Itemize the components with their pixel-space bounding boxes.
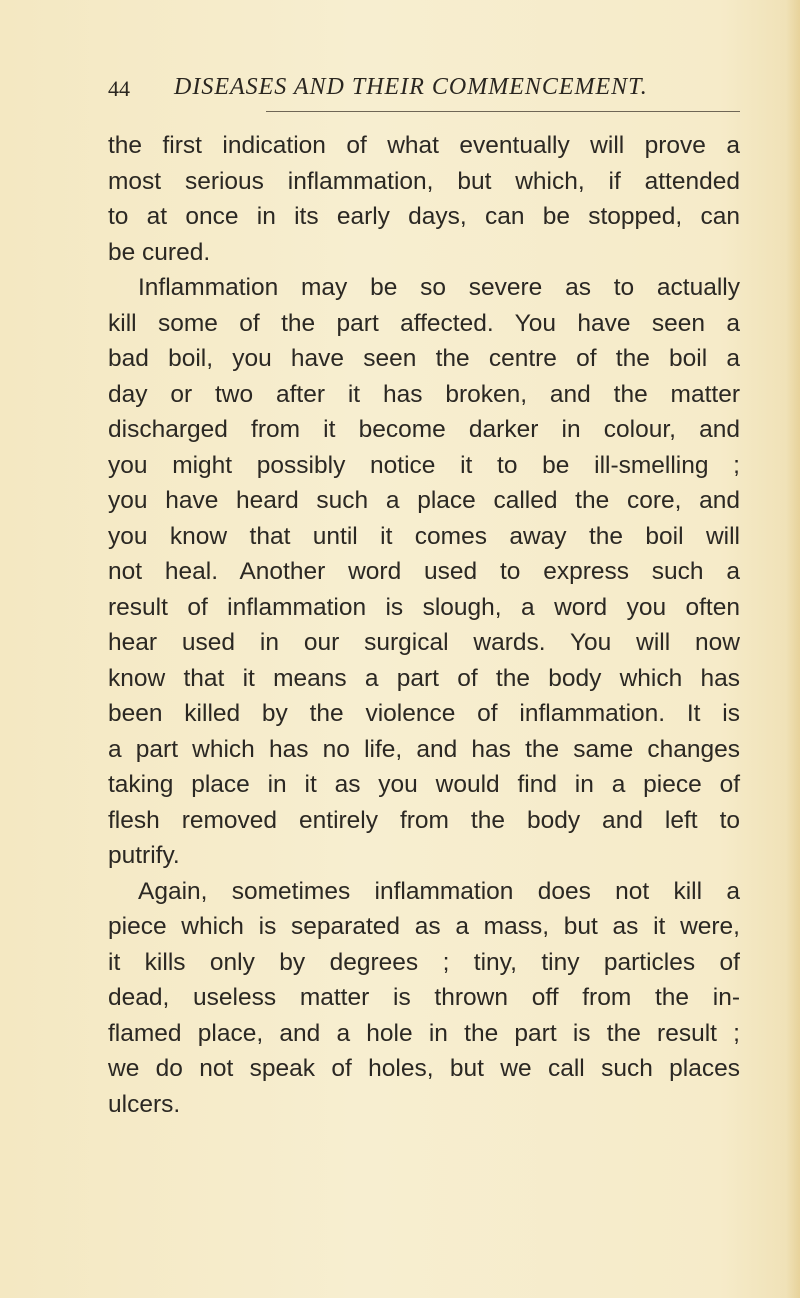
text-line: we do not speak of holes, but we call such places — [108, 1055, 740, 1082]
paragraph-start-line: Again, sometimes inflammation does not kill a — [138, 877, 740, 905]
text-line: most serious inflammation, but which, if attended — [108, 167, 740, 195]
text-line: result of inflammation is slough, a word you often — [108, 593, 740, 621]
text-line: a part which has no life, and has the same changes — [108, 735, 740, 763]
text-line: to at once in its early days, can be stopped, can — [108, 203, 740, 230]
text-line: you have heard such a place called the core, and — [108, 487, 740, 514]
text-line: ulcers. — [108, 1090, 181, 1118]
running-title: DISEASES AND THEIR COMMENCEMENT. — [174, 74, 648, 100]
text-line: bad boil, you have seen the centre of the boil a — [108, 345, 740, 372]
running-head — [108, 70, 738, 114]
text-line: be cured. — [108, 238, 211, 266]
text-line: know that it means a part of the body which has — [108, 664, 740, 692]
page-number: 44 — [108, 76, 130, 101]
text-line: you might possibly notice it to be ill-smelling ; — [108, 451, 740, 479]
text-line: you know that until it comes away the boil will — [108, 522, 740, 550]
text-line: day or two after it has broken, and the matter — [108, 380, 740, 408]
text-line: flamed place, and a hole in the part is the result ; — [108, 1019, 740, 1047]
paragraph-start-line: Inflammation may be so severe as to actually — [138, 274, 740, 301]
text-line: piece which is separated as a mass, but as it were, — [108, 913, 740, 940]
text-line: kill some of the part affected. You have seen a — [108, 309, 740, 337]
text-line: taking place in it as you would find in a piece of — [108, 771, 740, 798]
text-line: the first indication of what eventually will prove a — [108, 132, 740, 159]
text-line: flesh removed entirely from the body and left to — [108, 806, 740, 834]
page-edge-shadow — [786, 0, 800, 1298]
text-line: putrify. — [108, 842, 180, 869]
text-line: hear used in our surgical wards. You will now — [108, 629, 740, 656]
header-rule — [266, 111, 740, 112]
text-line: it kills only by degrees ; tiny, tiny particles of — [108, 948, 740, 976]
text-line: discharged from it become darker in colour, and — [108, 416, 740, 443]
body-text — [108, 128, 740, 1188]
text-line: been killed by the violence of inflammation. It is — [108, 700, 740, 727]
text-line: dead, useless matter is thrown off from the in- — [108, 984, 740, 1011]
text-line: not heal. Another word used to express such a — [108, 558, 740, 585]
